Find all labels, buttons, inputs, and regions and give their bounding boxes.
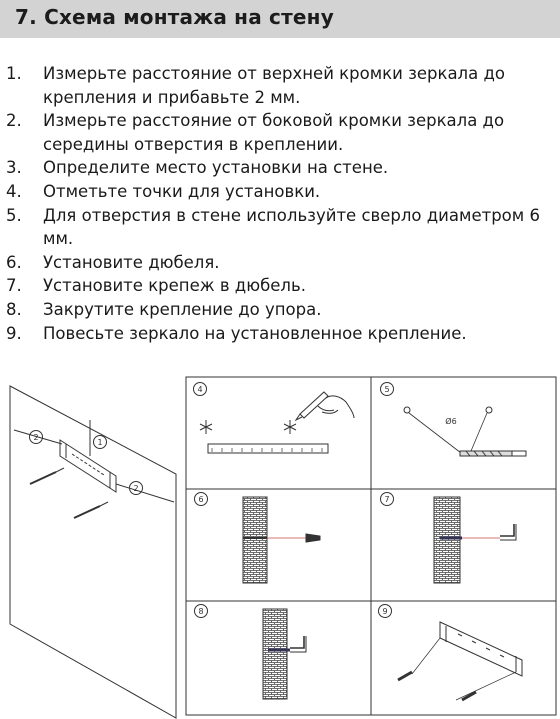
- step-marker-label: 2: [133, 484, 139, 493]
- step-marker-label: 7: [384, 495, 390, 504]
- panel-step-5: [381, 383, 527, 457]
- step-text: Измерьте расстояние от верхней кромки зеркала до крепления и прибавьте 2 мм.: [43, 64, 505, 107]
- step-number: 3.: [6, 158, 22, 178]
- step-marker-label: 9: [382, 607, 388, 616]
- drill-diameter-label: Ø6: [445, 417, 457, 426]
- panel-step-7: [381, 493, 517, 584]
- wall-bracket-icon: [440, 622, 522, 676]
- step-text: Установите крепеж в дюбель.: [43, 276, 306, 296]
- brick-wall-icon: [434, 497, 460, 583]
- step-text: Установите дюбеля.: [43, 252, 220, 272]
- brick-wall-icon: [263, 609, 287, 699]
- step-marker-label: 5: [384, 385, 390, 394]
- step-number: 2.: [6, 111, 22, 131]
- step-text: Закрутите крепление до упора.: [43, 299, 322, 319]
- step-number: 4.: [6, 181, 22, 201]
- hook-screw-icon: [500, 524, 516, 540]
- hole-mark-icon: [486, 407, 492, 413]
- dowel-icon: [306, 534, 320, 542]
- step-marker-label: 6: [198, 495, 204, 504]
- step-text: Для отверстия в стене используйте сверло диаметром 6 мм.: [43, 205, 540, 249]
- panel-step-8: [195, 605, 307, 700]
- step-number: 5.: [6, 205, 22, 225]
- step-text: Повесьте зеркало на установленное крепление.: [43, 323, 467, 343]
- screw-icon: [398, 672, 412, 680]
- step-marker-label: 8: [198, 607, 204, 616]
- step-number: 8.: [6, 299, 22, 319]
- step-marker-label: 2: [33, 433, 39, 442]
- brick-wall-icon: [243, 497, 267, 583]
- ruler-icon: [208, 444, 328, 453]
- panel-step-4: [194, 383, 355, 454]
- panel-step-9: [379, 605, 523, 701]
- asterisk-mark-icon: [200, 420, 212, 434]
- section-title: 7. Схема монтажа на стену: [15, 5, 334, 29]
- step-marker-label: 1: [97, 438, 103, 447]
- step-text: Определите место установки на стене.: [43, 158, 389, 178]
- drill-bit-icon: [460, 451, 526, 456]
- step-marker-label: 4: [197, 385, 203, 394]
- hand-with-pencil-icon: [296, 392, 354, 420]
- step-text: Измерьте расстояние от боковой кромки зеркала до середины отверстия в креплении.: [43, 111, 505, 154]
- step-number: 1.: [6, 64, 22, 83]
- hook-screw-icon: [290, 636, 306, 652]
- step-text: Отметьте точки для установки.: [43, 181, 321, 201]
- step-number: 7.: [6, 276, 22, 296]
- step-number: 6.: [6, 252, 22, 272]
- hole-mark-icon: [404, 407, 410, 413]
- step-number: 9.: [6, 323, 22, 343]
- asterisk-mark-icon: [284, 420, 296, 434]
- panel-step-6: [195, 493, 321, 584]
